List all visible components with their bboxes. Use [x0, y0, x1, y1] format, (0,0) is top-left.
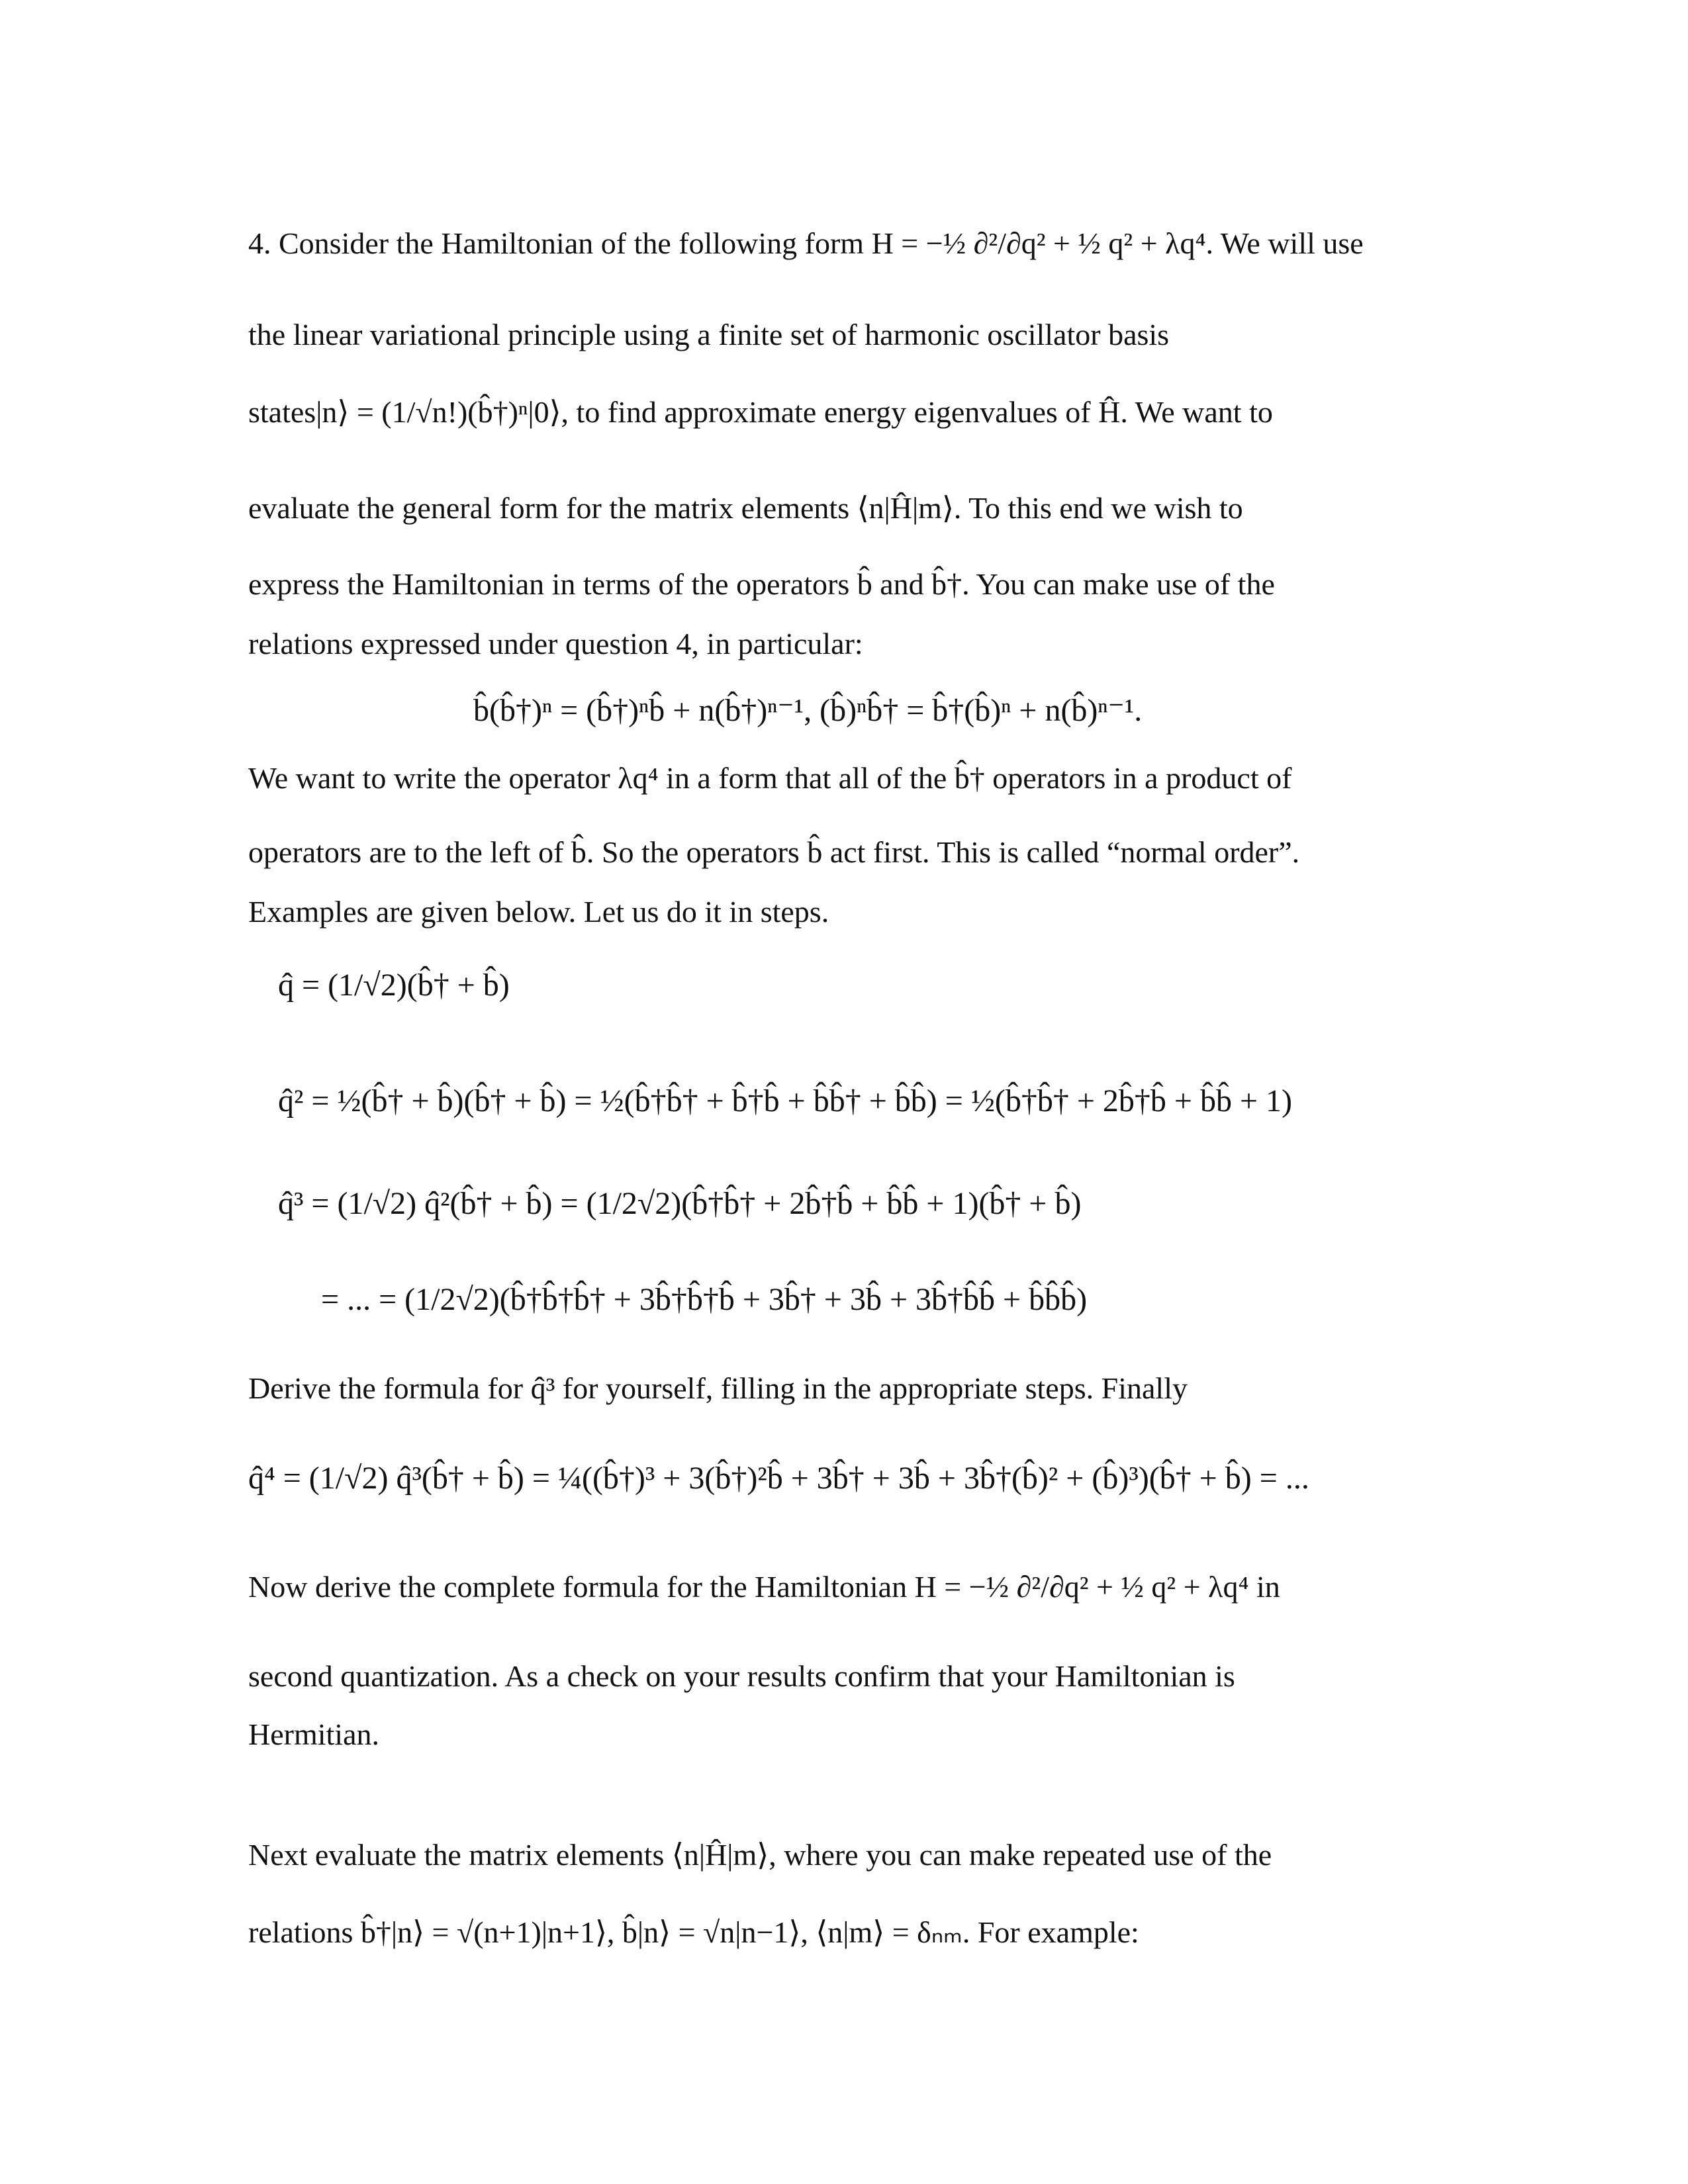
line-variational-principle: the linear variational principle using a finite set of harmonic oscillator basis: [248, 318, 1170, 351]
equation-commutation: b̂(b̂†)ⁿ = (b̂†)ⁿb̂ + n(b̂†)ⁿ⁻¹, (b̂)ⁿb̂† = b̂†(b̂)ⁿ + n(b̂)ⁿ⁻¹.: [473, 693, 1143, 728]
line-hamiltonian-intro: 4. Consider the Hamiltonian of the following form H = −½ ∂²/∂q² + ½ q² + λq⁴. We will use: [248, 226, 1364, 260]
equation-q3a: q̂³ = (1/√2) q̂²(b̂† + b̂) = (1/2√2)(b̂†b̂† + 2b̂†b̂ + b̂b̂ + 1)(b̂† + b̂): [278, 1186, 1082, 1221]
line-evaluate-matrix: Next evaluate the matrix elements ⟨n|Ĥ|m⟩, where you can make repeated use of the: [248, 1838, 1272, 1872]
line-examples: Examples are given below. Let us do it in steps.: [248, 895, 829, 929]
line-derive-q3: Derive the formula for q̂³ for yourself, filling in the appropriate steps. Finally: [248, 1371, 1188, 1405]
equation-q4: q̂⁴ = (1/√2) q̂³(b̂† + b̂) = ¼((b̂†)³ + 3(b̂†)²b̂ + 3b̂† + 3b̂ + 3b̂†(b̂)² + (b̂)³)(b̂† + b̂) = ...: [248, 1461, 1309, 1496]
line-operators: express the Hamiltonian in terms of the operators b̂ and b̂†. You can make use of the: [248, 567, 1275, 601]
line-matrix-elements: evaluate the general form for the matrix elements ⟨n|Ĥ|m⟩. To this end we wish to: [248, 491, 1243, 525]
line-normal-order-1: We want to write the operator λq⁴ in a form that all of the b̂† operators in a product of: [248, 761, 1292, 795]
equation-q3b: = ... = (1/2√2)(b̂†b̂†b̂† + 3b̂†b̂†b̂ + 3b̂† + 3b̂ + 3b̂†b̂b̂ + b̂b̂b̂): [321, 1282, 1088, 1317]
line-derive-hamiltonian: Now derive the complete formula for the Hamiltonian H = −½ ∂²/∂q² + ½ q² + λq⁴ in: [248, 1570, 1280, 1604]
equation-q2: q̂² = ½(b̂† + b̂)(b̂† + b̂) = ½(b̂†b̂† + b̂†b̂ + b̂b̂† + b̂b̂) = ½(b̂†b̂† + 2b̂†b̂ + b̂b̂ + 1): [278, 1083, 1293, 1118]
line-hermitian: Hermitian.: [248, 1717, 379, 1751]
line-normal-order-2: operators are to the left of b̂. So the operators b̂ act first. This is called “normal order”.: [248, 835, 1300, 869]
equation-q1: q̂ = (1/√2)(b̂† + b̂): [278, 968, 510, 1003]
line-basis-states: states|n⟩ = (1/√n!)(b̂†)ⁿ|0⟩, to find approximate energy eigenvalues of Ĥ. We want to: [248, 395, 1273, 429]
line-relations: relations expressed under question 4, in particular:: [248, 627, 863, 660]
line-ladder-relations: relations b̂†|n⟩ = √(n+1)|n+1⟩, b̂|n⟩ = √n|n−1⟩, ⟨n|m⟩ = δₙₘ. For example:: [248, 1915, 1139, 1949]
line-second-quantization: second quantization. As a check on your results confirm that your Hamiltonian is: [248, 1659, 1235, 1693]
